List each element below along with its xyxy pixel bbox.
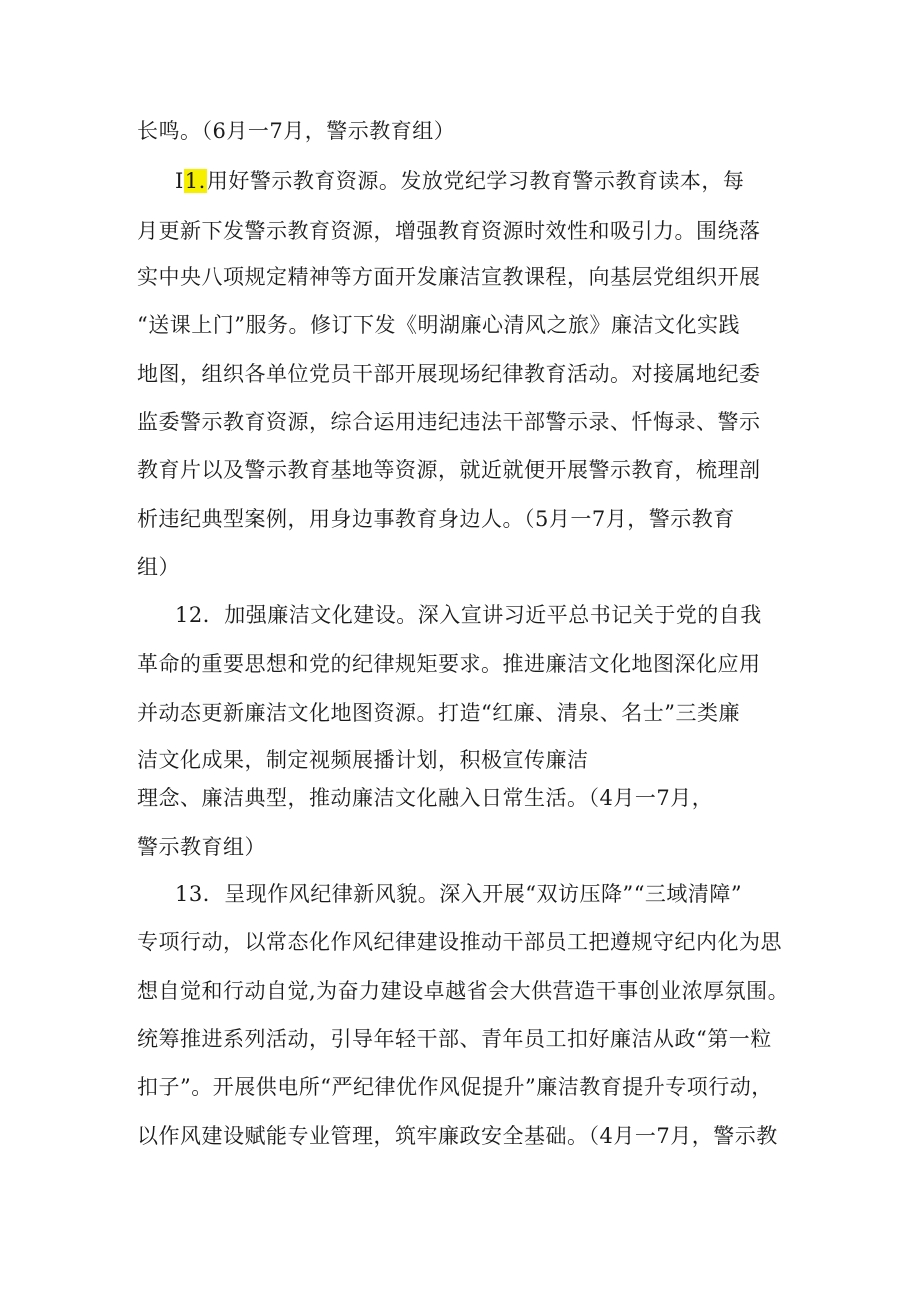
text-line: 警示教育组）	[137, 835, 266, 859]
text-line: 长鸣。（6月一7月，警示教育组）	[137, 119, 456, 143]
highlighted-item-text: 1.	[184, 169, 206, 193]
item-11-text: 用好警示教育资源。发放党纪学习教育警示教育读本，每	[206, 169, 745, 193]
text-line: 析违纪典型案例，用身边事教育身边人。（5月一7月，警示教育	[137, 507, 735, 531]
text-line: 组）	[137, 555, 180, 579]
text-line: 监委警示教育资源，综合运用违纪违法干部警示录、忏悔录、警示	[137, 410, 761, 434]
text-line: 并动态更新廉洁文化地图资源。打造“红廉、清泉、名士”三类廉	[137, 701, 740, 725]
text-line-item-12: 12．加强廉洁文化建设。深入宣讲习近平总书记关于党的自我	[175, 603, 762, 627]
text-line: 专项行动，以常态化作风纪律建设推动干部员工把遵规守纪内化为思	[137, 930, 782, 954]
text-line: 想自觉和行动自觉,为奋力建设卓越省会大供营造干事创业浓厚氛围。	[137, 979, 790, 1003]
text-line: 地图，组织各单位党员干部开展现场纪律教育活动。对接属地纪委	[137, 362, 761, 386]
text-line: 统筹推进系列活动，引导年轻干部、青年员工扣好廉洁从政“第一粒	[137, 1027, 772, 1051]
item-11-prefix: I	[175, 169, 184, 193]
text-line: 教育片以及警示教育基地等资源，就近就便开展警示教育，梳理剖	[137, 458, 761, 482]
text-line: 实中央八项规定精神等方面开发廉洁宣教课程，向基层党组织开展	[137, 265, 761, 289]
text-line: 革命的重要思想和党的纪律规矩要求。推进廉洁文化地图深化应用	[137, 652, 761, 676]
text-line: “送课上门”服务。修订下发《明湖廉心清风之旅》廉洁文化实践	[137, 313, 740, 337]
text-line: 月更新下发警示教育资源，增强教育资源时效性和吸引力。围绕落	[137, 219, 761, 243]
text-line: 扣子”。开展供电所“严纪律优作风促提升”廉洁教育提升专项行动，	[137, 1075, 773, 1099]
text-line: 以作风建设赋能专业管理，筑牢廉政安全基础。（4月一7月，警示教	[137, 1124, 778, 1148]
text-line: 理念、廉洁典型，推动廉洁文化融入日常生活。（4月一7月，	[137, 786, 714, 810]
text-line-item-11	[175, 167, 744, 195]
text-line-item-13: 13．呈现作风纪律新风貌。深入开展“双访压降”“三域清障”	[175, 882, 743, 906]
text-line: 洁文化成果，制定视频展播计划，积极宣传廉洁	[137, 748, 589, 772]
